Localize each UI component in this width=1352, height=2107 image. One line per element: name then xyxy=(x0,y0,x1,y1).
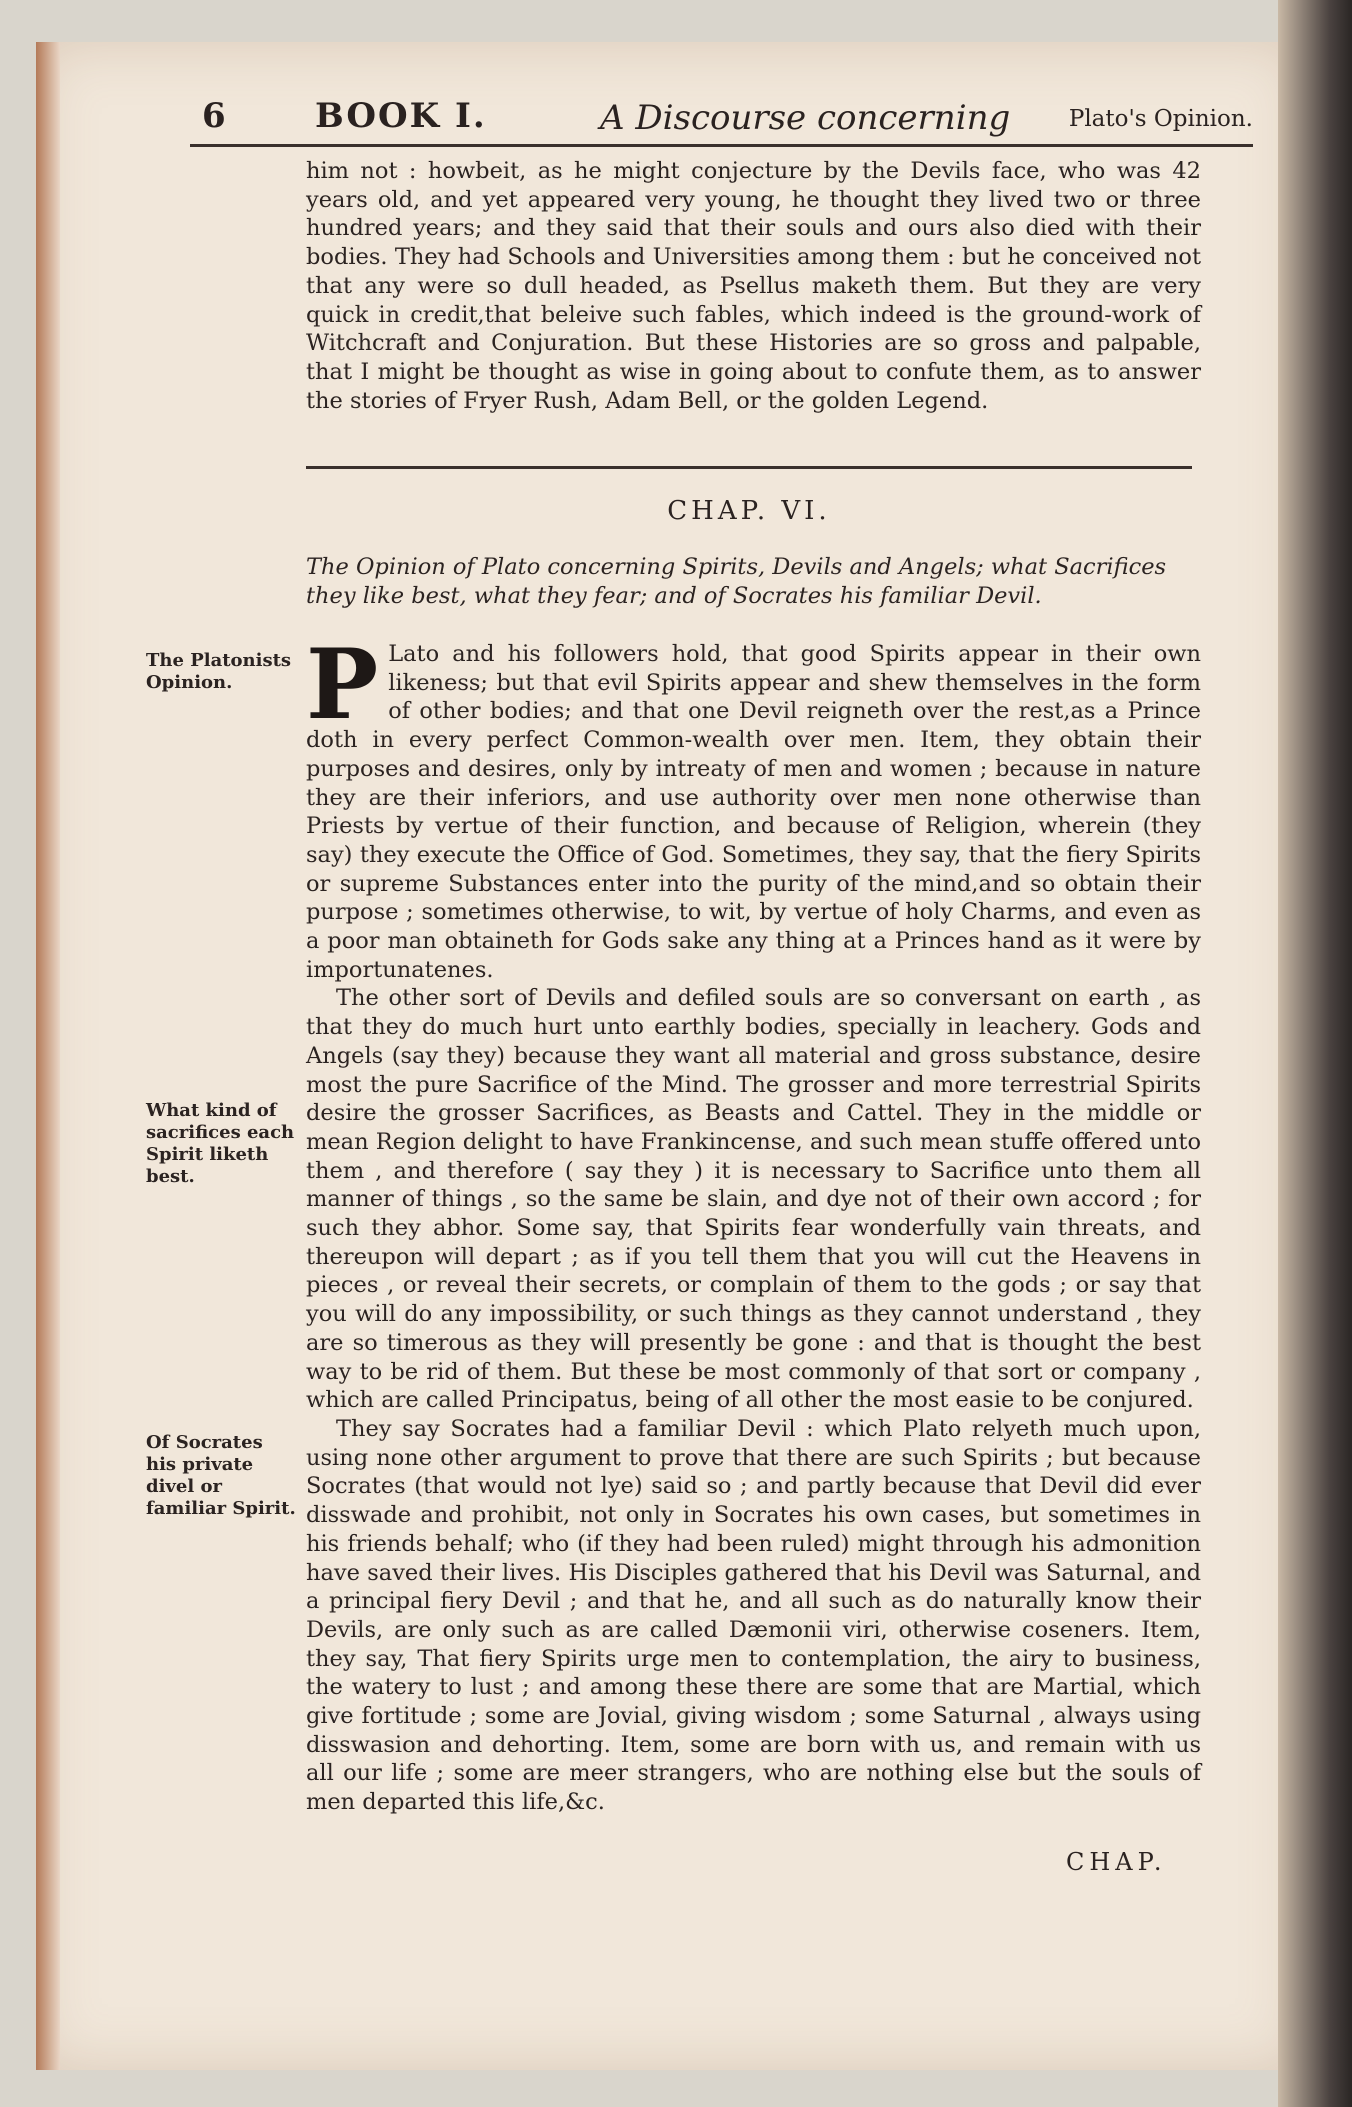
paragraph-text: him not : howbeit, as he might conjecture by the Devils face, who was 42 years old, and yet appeared very young, he thought they lived two or three hundred years; and they said that their souls and ours also died with their bodies. They had Schools and Universities among them : but he conceived not that any were so dull headed, as Psellus maketh them. But they are very quick in credit,that beleive such fables, which indeed is the ground-work of Witchcraft and Conjuration. But these Histories are so gross and palpable, that I might be thought as wise in going about to confute them, as to answer the stories of Fryer Rush, Adam Bell, or the golden Legend. xyxy=(306,158,1201,414)
page-gutter-shadow xyxy=(36,42,60,2070)
running-head-right: Plato's Opinion. xyxy=(1068,106,1253,132)
catchword: CHAP. xyxy=(1066,1848,1167,1876)
paragraph-3: They say Socrates had a familiar Devil : which Plato relyeth much upon, using none other argument to prove that there are such Spirits ; but because Socrates (that would not lye) said so ; and partly because that Devil did ever disswade and prohibit, not only in Socrates his own cases, but sometimes in his friends behalf; who (if they had been ruled) might through his admonition have saved their lives. His Disciples gathered that his Devil was Saturnal, and a principal fiery Devil ; and that he, and all such as do naturally know their Devils, are only such as are called Dæmonii viri, otherwise coseners. Item, they say, That fiery Spirits urge men to contemplation, the airy to business, the watery to lust ; and among these there are some that are Martial, which give fortitude ; some are Jovial, giving wisdom ; some Saturnal , always using disswasion and dehorting. Item, some are born with us, and remain with us all our life ; some are meer strangers, who are nothing else but the souls of men departed this life,&c. xyxy=(306,1415,1201,1816)
page-header xyxy=(190,92,1253,140)
book-label: BOOK I. xyxy=(315,96,487,136)
page-number: 6 xyxy=(202,96,226,136)
chapter-body xyxy=(306,628,1201,1817)
margin-note-sacrifices: What kind of sacrifices each Spirit liketh best. xyxy=(146,1100,295,1187)
continuation-paragraph xyxy=(306,157,1201,415)
drop-cap-letter: P xyxy=(306,628,379,741)
chapter-subtitle: The Opinion of Plato concerning Spirits, Devils and Angels; what Sacrifices they like best, what they fear; and of Socrates his familiar Devil. xyxy=(306,554,1167,609)
running-title: A Discourse concerning xyxy=(600,98,1011,138)
margin-note-platonists: The Platonists Opinion. xyxy=(146,650,292,693)
paragraph-1 xyxy=(306,628,1201,984)
book-fore-edge xyxy=(1278,0,1352,2107)
header-rule xyxy=(190,144,1253,147)
paragraph-2: The other sort of Devils and defiled souls are so conversant on earth , as that they do much hurt unto earthly bodies, specially in leachery. Gods and Angels (say they) because they want all material and gross substance, desire most the pure Sacrifice of the Mind. The grosser and more terrestrial Spirits desire the grosser Sacrifices, as Beasts and Cattel. They in the middle or mean Region delight to have Frankincense, and such mean stuffe offered unto them , and therefore ( say they ) it is necessary to Sacrifice unto them all manner of things , so the same be slain, and dye not of their own accord ; for such they abhor. Some say, that Spirits fear wonderfully vain threats, and thereupon will depart ; as if you tell them that you will cut the Heavens in pieces , or reveal their secrets, or complain of them to the gods ; or say that you will do any impossibility, or such things as they cannot understand , they are so timerous as they will presently be gone : and that is thought the best way to be rid of them. But these be most commonly of that sort or company , which are called Principatus, being of all other the most easie to be conjured. xyxy=(306,985,1201,1414)
chapter-heading: CHAP. VI. xyxy=(667,496,831,526)
margin-note-socrates: Of Socrates his private divel or familiar Spirit. xyxy=(146,1432,296,1519)
paragraph-1-text: Lato and his followers hold, that good Spirits appear in their own likeness; but that evil Spirits appear and shew themselves in the form of other bodies; and that one Devil reigneth over the rest,as a Prince doth in every perfect Common-wealth over men. Item, they obtain their purposes and desires, only by intreaty of men and women ; because in nature they are their inferiors, and use authority over men none otherwise than Priests by vertue of their function, and because of Religion, wherein (they say) they execute the Office of God. Sometimes, they say, that the fiery Spirits or supreme Substances enter into the purity of the mind,and so obtain their purpose ; sometimes otherwise, to wit, by vertue of holy Charms, and even as a poor man obtaineth for Gods sake any thing at a Princes hand as it were by importunatenes. xyxy=(306,641,1201,983)
section-rule xyxy=(306,466,1192,469)
